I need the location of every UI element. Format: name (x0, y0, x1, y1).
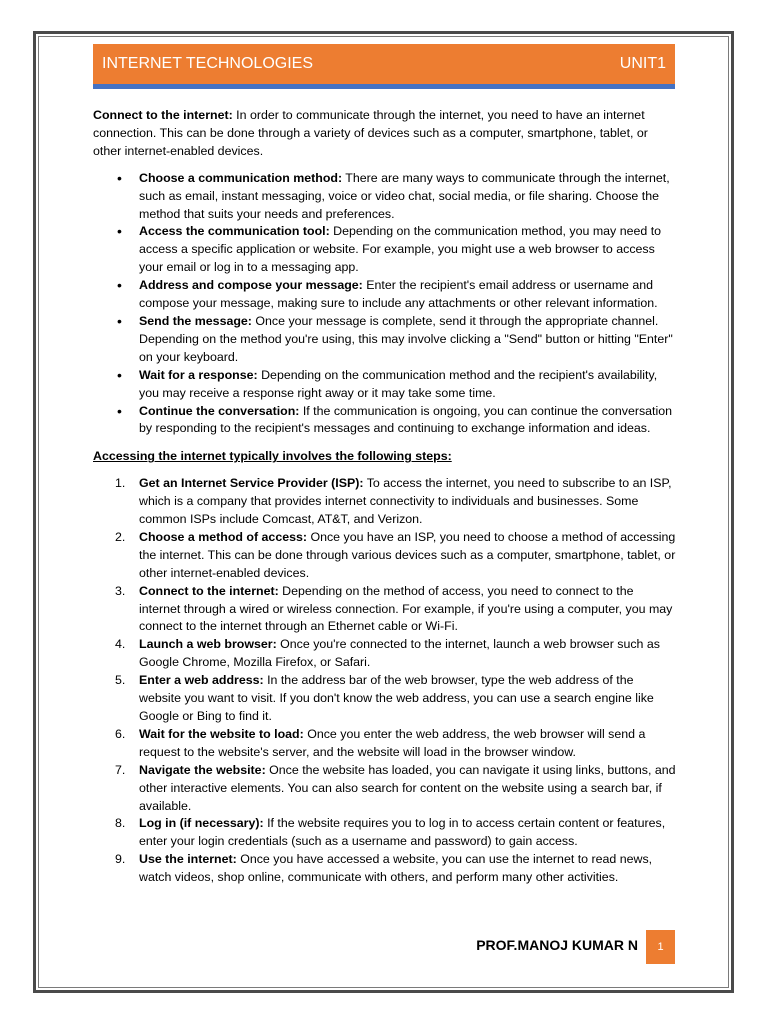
list-item (115, 815, 678, 851)
page-header-bar (93, 44, 675, 84)
intro-lead: Connect to the internet: (93, 108, 233, 122)
item-text: In the address bar of the web browser, type the web address of the website you want to visit. If you don't know the web address, you can use a search engine like Google or Bing to find it. (139, 673, 654, 723)
item-text: Once you have an ISP, you need to choose a method of accessing the internet. This can be done through various devices such as a computer, smartphone, tablet, or other internet-enabled devices. (139, 529, 676, 580)
step-number: 7. (115, 762, 126, 777)
step-number: 6. (115, 726, 126, 741)
list-item (139, 223, 678, 277)
list-item (115, 636, 678, 672)
item-text: Depending on the communication method and the recipient's availability, you may receive a response right away or it may take some time. (139, 367, 658, 400)
list-item (115, 762, 678, 816)
item-lead: Launch a web browser: (139, 637, 277, 652)
document-body (93, 107, 678, 887)
list-item (139, 367, 678, 403)
list-item (115, 475, 678, 529)
item-lead: Choose a communication method: (139, 170, 343, 185)
list-item (115, 529, 678, 583)
footer-author: PROF.MANOJ KUMAR N (476, 937, 638, 953)
item-text: Once you enter the web address, the web browser will send a request to the website's server, and the website will load in the browser window. (139, 726, 646, 759)
list-item (139, 170, 678, 224)
item-lead: Get an Internet Service Provider (ISP): (139, 476, 364, 491)
step-number: 1. (115, 476, 126, 491)
communication-bullet-list (93, 170, 678, 439)
item-lead: Connect to the internet: (139, 583, 279, 598)
item-text: Depending on the communication method, you may need to access a specific application or website. For example, you might use a web browser to access your email or log in to a messaging app. (139, 224, 662, 275)
intro-paragraph (93, 107, 678, 161)
header-unit: UNIT1 (619, 55, 666, 72)
steps-numbered-list (93, 475, 678, 887)
item-lead: Use the internet: (139, 852, 237, 867)
item-lead: Choose a method of access: (139, 529, 308, 544)
list-item (115, 672, 678, 726)
item-lead: Send the message: (139, 313, 252, 328)
item-lead: Enter a web address: (139, 673, 264, 688)
step-number: 9. (115, 852, 126, 867)
item-text: To access the internet, you need to subscribe to an ISP, which is a company that provides internet connectivity to individuals and businesses. Some common ISPs include Comcast, AT&T, and Verizon. (139, 476, 672, 527)
step-number: 4. (115, 637, 126, 652)
intro-text: In order to communicate through the internet, you need to have an internet connection. This can be done through a variety of devices such as a computer, smartphone, tablet, or other internet-enabled devices. (93, 108, 648, 158)
item-text: If the communication is ongoing, you can continue the conversation by responding to the recipient's messages and continuing to exchange information and ideas. (139, 403, 673, 436)
item-lead: Access the communication tool: (139, 224, 330, 239)
page-number: 1 (657, 941, 664, 953)
item-lead: Address and compose your message: (139, 278, 363, 293)
item-text: There are many ways to communicate through the internet, such as email, instant messaging, voice or video chat, social media, or file sharing. Choose the method that suits your needs and preferences. (139, 170, 670, 221)
step-number: 5. (115, 673, 126, 688)
item-lead: Navigate the website: (139, 762, 266, 777)
item-text: Once you're connected to the internet, launch a web browser such as Google Chrome, Mozilla Firefox, or Safari. (139, 637, 660, 670)
list-item (139, 403, 678, 439)
section-heading: Accessing the internet typically involves the following steps: (93, 449, 452, 464)
list-item (115, 726, 678, 762)
list-item (139, 313, 678, 367)
item-text: Depending on the method of access, you need to connect to the internet through a wired or wireless connection. For example, if you're using a computer, you may connect to the internet through an Ethernet cable or Wi-Fi. (139, 583, 673, 634)
item-lead: Wait for a response: (139, 367, 258, 382)
header-rule (93, 84, 675, 89)
header-title: INTERNET TECHNOLOGIES (102, 55, 313, 72)
item-text: Enter the recipient's email address or username and compose your message, making sure to include any attachments or other relevant information. (139, 278, 658, 311)
item-text: Once your message is complete, send it through the appropriate channel. Depending on the method you're using, this may involve clicking a "Send" button or hitting "Enter" on your keyboard. (139, 313, 673, 364)
step-number: 8. (115, 816, 126, 831)
page-number-badge (646, 930, 675, 964)
item-text: Once you have accessed a website, you can use the internet to read news, watch videos, shop online, communicate with others, and perform many other activities. (139, 852, 653, 885)
item-lead: Log in (if necessary): (139, 816, 264, 831)
item-text: Once the website has loaded, you can navigate it using links, buttons, and other interactive elements. You can also search for content on the website using a search bar, if available. (139, 762, 676, 813)
list-item (115, 851, 678, 887)
step-number: 2. (115, 529, 126, 544)
item-lead: Wait for the website to load: (139, 726, 304, 741)
step-number: 3. (115, 583, 126, 598)
list-item (115, 583, 678, 637)
list-item (139, 277, 678, 313)
item-lead: Continue the conversation: (139, 403, 300, 418)
item-text: If the website requires you to log in to access certain content or features, enter your login credentials (such as a username and password) to gain access. (139, 816, 666, 849)
